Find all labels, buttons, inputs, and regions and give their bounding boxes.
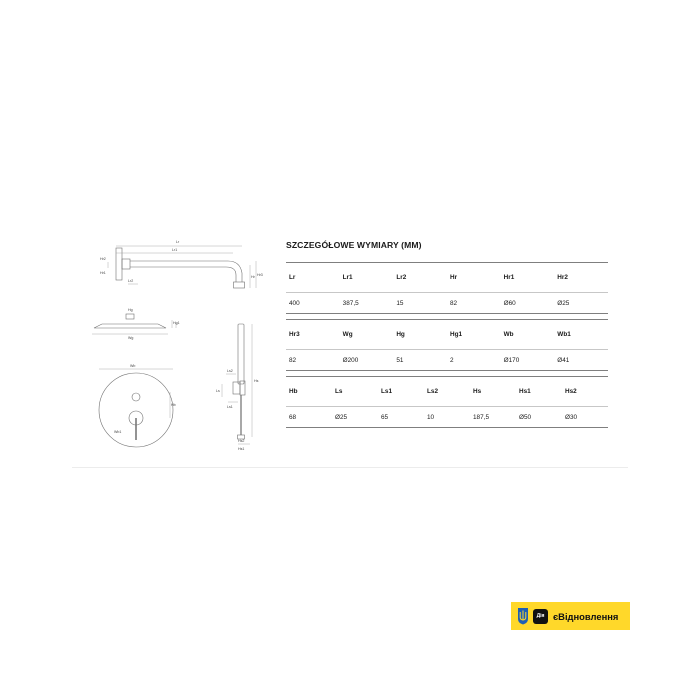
spec-value: Ø41: [554, 350, 608, 371]
label-hs: Hs: [254, 379, 259, 383]
spec-value: 82: [286, 350, 340, 371]
spec-value: 2: [447, 350, 501, 371]
trident-emblem-icon: [516, 606, 530, 626]
specs-title: SZCZEGÓŁOWE WYMIARY (MM): [286, 240, 422, 250]
spec-value: 65: [378, 407, 424, 428]
spec-table-3: [286, 376, 608, 428]
spec-header: Hg1: [447, 320, 501, 350]
spec-table-1: [286, 262, 608, 314]
label-hs2: Hs2: [238, 439, 245, 443]
spec-value-row: [286, 407, 608, 428]
section-divider: [72, 467, 628, 468]
spec-header: Hr: [447, 263, 501, 293]
spec-header: Ls2: [424, 377, 470, 407]
diia-logo: Дія: [533, 609, 548, 624]
spec-value: Ø30: [562, 407, 608, 428]
spec-value: Ø25: [554, 293, 608, 314]
label-hr: Hr: [251, 275, 255, 279]
spec-header: Ls1: [378, 377, 424, 407]
specs-section: [286, 240, 608, 428]
spec-value: 187,5: [470, 407, 516, 428]
label-hs1: Hs1: [238, 447, 245, 451]
mixer-plate-drawing: [99, 369, 173, 447]
spec-header: Wb1: [554, 320, 608, 350]
evidnovlennia-badge[interactable]: [511, 602, 630, 630]
spec-header: Hr2: [554, 263, 608, 293]
spec-header: Hg: [393, 320, 447, 350]
spec-value: Ø25: [332, 407, 378, 428]
technical-drawings: [88, 232, 268, 452]
label-hg: Hg: [128, 308, 133, 312]
label-hb: Hb: [171, 403, 176, 407]
hand-shower-drawing: [222, 324, 252, 444]
label-hr1: Hr1: [100, 271, 106, 275]
spec-value: 387,5: [340, 293, 394, 314]
spec-value: 68: [286, 407, 332, 428]
spec-header: Hs: [470, 377, 516, 407]
spec-value-row: [286, 293, 608, 314]
label-hr3: Hr3: [257, 273, 263, 277]
spec-header: Wb: [501, 320, 555, 350]
label-wb1: Wb1: [114, 430, 122, 434]
spec-header: Hr1: [501, 263, 555, 293]
spec-header: Ls: [332, 377, 378, 407]
spec-header: Hr3: [286, 320, 340, 350]
label-ls1: Ls1: [227, 405, 233, 409]
spec-value: 15: [393, 293, 447, 314]
spec-value: 82: [447, 293, 501, 314]
label-wb: Wb: [130, 364, 136, 368]
spec-header: Lr2: [393, 263, 447, 293]
label-hg1: Hg1: [173, 321, 180, 325]
spec-value: 10: [424, 407, 470, 428]
spec-value: 51: [393, 350, 447, 371]
label-ls2: Ls2: [227, 369, 233, 373]
spec-header: Hb: [286, 377, 332, 407]
spec-header: Hs2: [562, 377, 608, 407]
spec-value: 400: [286, 293, 340, 314]
label-ls: Ls: [216, 389, 220, 393]
spec-header: Lr1: [340, 263, 394, 293]
shower-head-drawing: [92, 314, 176, 334]
label-lr1: Lr1: [172, 248, 178, 252]
spec-value: Ø200: [340, 350, 394, 371]
technical-drawing-svg: [88, 232, 268, 452]
spec-header: Lr: [286, 263, 340, 293]
spec-header-row: [286, 320, 608, 350]
spec-value: Ø60: [501, 293, 555, 314]
spec-value: Ø170: [501, 350, 555, 371]
label-lr2: Lr2: [128, 279, 134, 283]
spec-header-row: [286, 263, 608, 293]
spec-value-row: [286, 350, 608, 371]
spec-header: Wg: [340, 320, 394, 350]
spec-header-row: [286, 377, 608, 407]
spec-value: Ø50: [516, 407, 562, 428]
spec-table-2: [286, 319, 608, 371]
spec-header: Hs1: [516, 377, 562, 407]
label-lr: Lr: [176, 240, 180, 244]
badge-label: єВідновлення: [553, 610, 619, 622]
label-wg: Wg: [128, 336, 134, 340]
label-hr2: Hr2: [100, 257, 106, 261]
